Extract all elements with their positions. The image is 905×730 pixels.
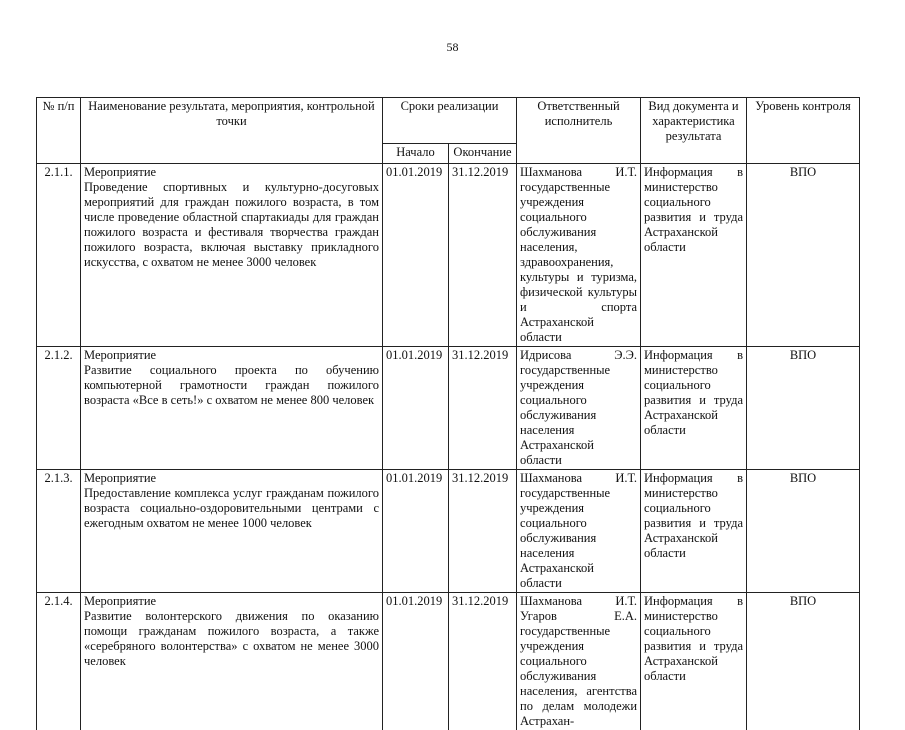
- row-responsible: Шахманова И.Т. государственные учреждения социального обслуживания населения Астраханской области: [517, 470, 641, 593]
- header-start: Начало: [383, 144, 449, 164]
- header-row: [37, 98, 860, 144]
- row-control-level: ВПО: [747, 470, 860, 593]
- row-number: 2.1.4.: [37, 593, 81, 730]
- row-start-date: 01.01.2019: [383, 347, 449, 470]
- table-row: [37, 347, 860, 470]
- row-control-level: ВПО: [747, 347, 860, 470]
- row-description: Проведение спортивных и культурно-досуговых мероприятий для граждан пожилого возраста, в том числе проведение областной спартакиады для граждан пожилого возраста и фестиваля творчества граждан пожилого возраста, включая выставку прикладного искусства, с охватом не менее 3000 человек: [84, 180, 379, 270]
- row-doc-type: Информация в министерство социального развития и труда Астраханской области: [641, 470, 747, 593]
- header-end: Окончание: [449, 144, 517, 164]
- table-row: [37, 164, 860, 347]
- row-responsible: Шахманова И.Т. государственные учреждения социального обслуживания населения, здравоохранения, культуры и туризма, физической культуры и спорта Астраханской области: [517, 164, 641, 347]
- header-responsible: Ответственный исполнитель: [517, 98, 641, 164]
- page-number: 58: [0, 40, 905, 55]
- row-end-date: 31.12.2019: [449, 347, 517, 470]
- row-number: 2.1.1.: [37, 164, 81, 347]
- row-end-date: 31.12.2019: [449, 593, 517, 730]
- header-doc-type: Вид документа и характеристика результата: [641, 98, 747, 164]
- row-control-level: ВПО: [747, 593, 860, 730]
- row-name: [81, 347, 383, 470]
- row-responsible: Идрисова Э.Э. государственные учреждения социального обслуживания населения Астраханской области: [517, 347, 641, 470]
- row-start-date: 01.01.2019: [383, 470, 449, 593]
- row-name: [81, 164, 383, 347]
- row-responsible: Шахманова И.Т. Угаров Е.А. государственные учреждения социального обслуживания населения, агентства по делам молодежи Астрахан-: [517, 593, 641, 730]
- row-number: 2.1.2.: [37, 347, 81, 470]
- row-number: 2.1.3.: [37, 470, 81, 593]
- row-title: Мероприятие: [84, 594, 379, 609]
- row-name: [81, 593, 383, 730]
- row-doc-type: Информация в министерство социального развития и труда Астраханской области: [641, 347, 747, 470]
- header-control: Уровень контроля: [747, 98, 860, 164]
- row-start-date: 01.01.2019: [383, 593, 449, 730]
- header-name: Наименование результата, мероприятия, контрольной точки: [81, 98, 383, 164]
- measures-table: [36, 97, 860, 730]
- row-description: Развитие волонтерского движения по оказанию помощи гражданам пожилого возраста, а также «серебряного волонтерства» с охватом не менее 3000 человек: [84, 609, 379, 669]
- row-title: Мероприятие: [84, 348, 379, 363]
- table-row: [37, 593, 860, 730]
- row-doc-type: Информация в министерство социального развития и труда Астраханской области: [641, 164, 747, 347]
- row-start-date: 01.01.2019: [383, 164, 449, 347]
- header-num: № п/п: [37, 98, 81, 164]
- header-dates: Сроки реализации: [383, 98, 517, 144]
- row-doc-type: Информация в министерство социального развития и труда Астраханской области: [641, 593, 747, 730]
- table-row: [37, 470, 860, 593]
- row-title: Мероприятие: [84, 165, 379, 180]
- row-end-date: 31.12.2019: [449, 470, 517, 593]
- row-title: Мероприятие: [84, 471, 379, 486]
- row-control-level: ВПО: [747, 164, 860, 347]
- row-end-date: 31.12.2019: [449, 164, 517, 347]
- row-name: [81, 470, 383, 593]
- row-description: Развитие социального проекта по обучению компьютерной грамотности граждан пожилого возраста «Все в сеть!» с охватом не менее 800 человек: [84, 363, 379, 408]
- row-description: Предоставление комплекса услуг гражданам пожилого возраста социально-оздоровительными центрами с ежегодным охватом не менее 1000 человек: [84, 486, 379, 531]
